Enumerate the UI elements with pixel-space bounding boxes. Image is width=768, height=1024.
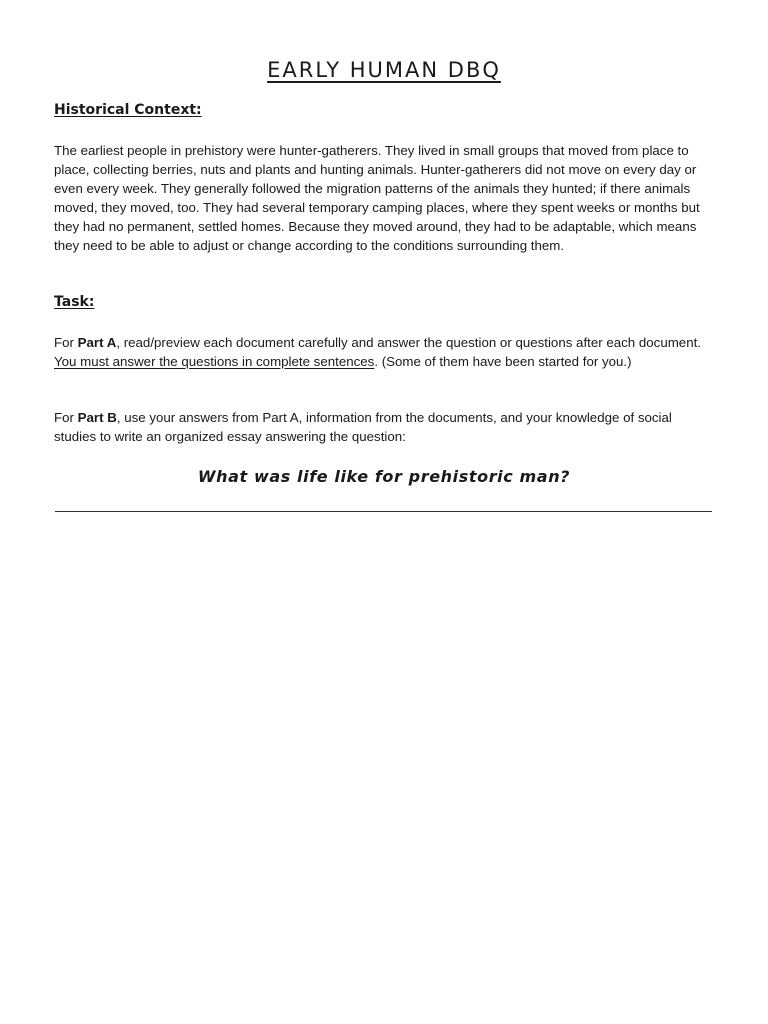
- historical-context-heading: Historical Context:: [54, 102, 202, 118]
- part-a-text-end: . (Some of them have been started for you.): [374, 354, 632, 369]
- part-a-prefix: For: [54, 335, 78, 350]
- part-a-text: , read/preview each document carefully and answer the question or questions after each document.: [116, 335, 701, 350]
- part-a-instructions: [54, 333, 714, 371]
- historical-context-paragraph: The earliest people in prehistory were hunter-gatherers. They lived in small groups that moved from place to place, collecting berries, nuts and plants and hunting animals. Hunter-gatherers did not move on every day or even every week. They generally followed the migration patterns of the animals they hunted; if there animals moved, they moved, too. They had several temporary camping places, where they spent weeks or months but they had no permanent, settled homes. Because they moved around, they had to be adaptable, which means they need to be able to adjust or change according to the conditions surrounding them.: [54, 143, 700, 253]
- part-b-instructions: [54, 408, 714, 446]
- part-b-text: , use your answers from Part A, information from the documents, and your knowledge of social studies to write an organized essay answering the question:: [54, 410, 672, 444]
- part-a-label: Part A: [77, 335, 117, 350]
- essay-question: What was life like for prehistoric man?: [197, 467, 571, 486]
- document-title: EARLY HUMAN DBQ: [267, 58, 501, 82]
- part-b-label: Part B: [77, 410, 117, 425]
- part-b-prefix: For: [54, 410, 78, 425]
- complete-sentences-note: You must answer the questions in complete sentences: [54, 354, 375, 369]
- answer-line: [55, 511, 712, 512]
- task-heading: Task:: [54, 294, 95, 310]
